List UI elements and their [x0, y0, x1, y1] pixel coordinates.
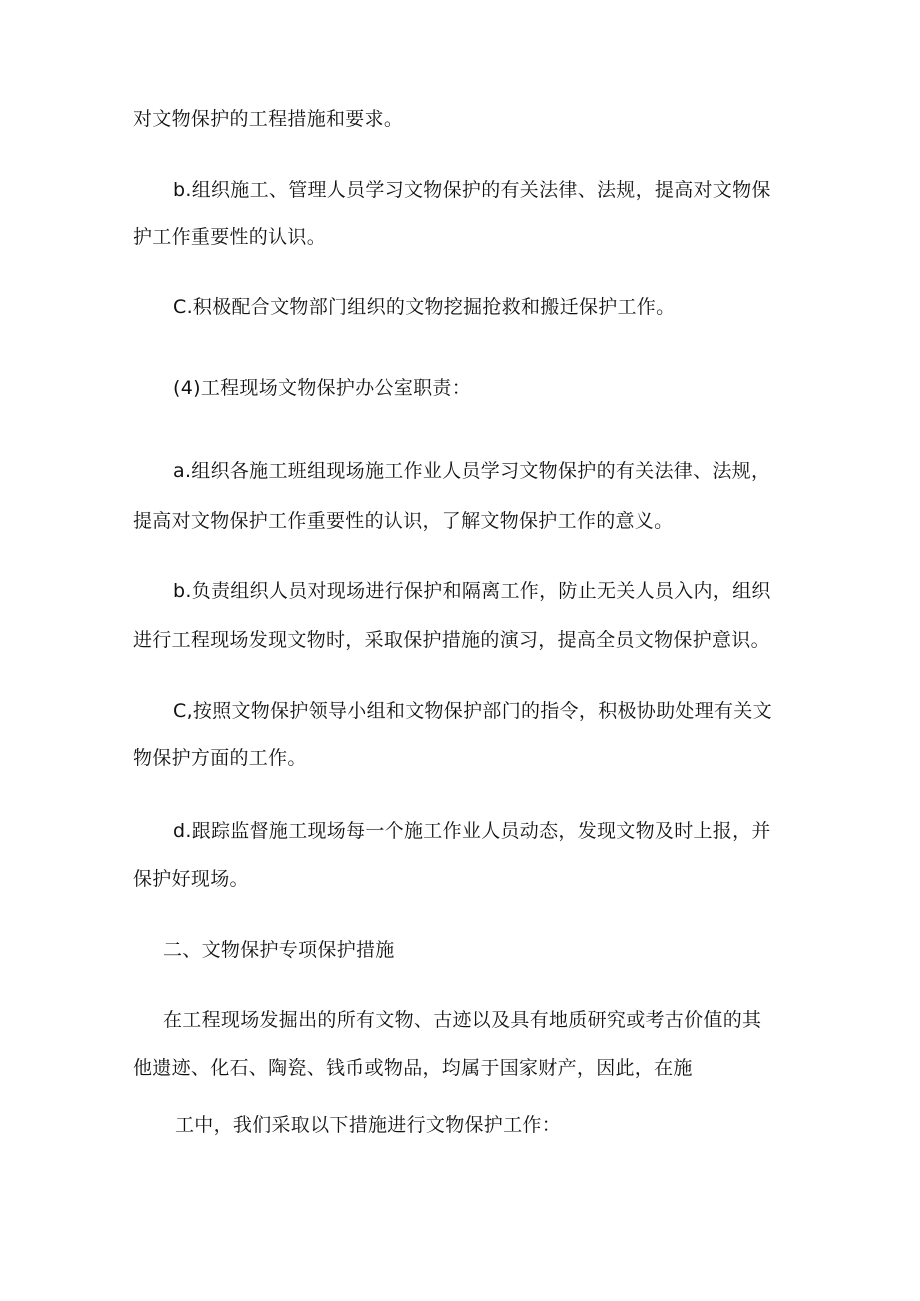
text-line: 在工程现场发掘出的所有文物、古迹以及具有地质研究或考古价值的其 — [163, 1009, 762, 1031]
text-line: d.跟踪监督施工现场每一个施工作业人员动态，发现文物及时上报，并 — [173, 820, 771, 842]
text-line: 对文物保护的工程措施和要求。 — [133, 108, 404, 130]
text-line: a.组织各施工班组现场施工作业人员学习文物保护的有关法律、法规， — [173, 460, 771, 482]
text-line: 保护好现场。 — [133, 868, 249, 890]
text-line: 提高对文物保护工作重要性的认识，了解文物保护工作的意义。 — [133, 510, 674, 532]
text-line: b.组织施工、管理人员学习文物保护的有关法律、法规，提高对文物保 — [173, 179, 771, 201]
text-line: 物保护方面的工作。 — [133, 747, 307, 769]
text-line: 进行工程现场发现文物时，采取保护措施的演习，提高全员文物保护意识。 — [133, 629, 770, 651]
text-line: 他遗迹、化石、陶瓷、钱币或物品，均属于国家财产，因此，在施 — [133, 1057, 693, 1079]
text-line: C.积极配合文物部门组织的文物挖掘抢救和搬迁保护工作。 — [173, 296, 676, 318]
text-line: C,按照文物保护领导小组和文物保护部门的指令，积极协助处理有关文 — [173, 700, 772, 722]
text-line: (4)工程现场文物保护办公室职责： — [173, 377, 472, 399]
section-heading: 二、文物保护专项保护措施 — [163, 939, 395, 961]
text-line: b.负责组织人员对现场进行保护和隔离工作，防止无关人员入内，组织 — [173, 580, 771, 602]
text-line: 工中，我们采取以下措施进行文物保护工作： — [175, 1114, 562, 1136]
text-line: 护工作重要性的认识。 — [133, 226, 327, 248]
